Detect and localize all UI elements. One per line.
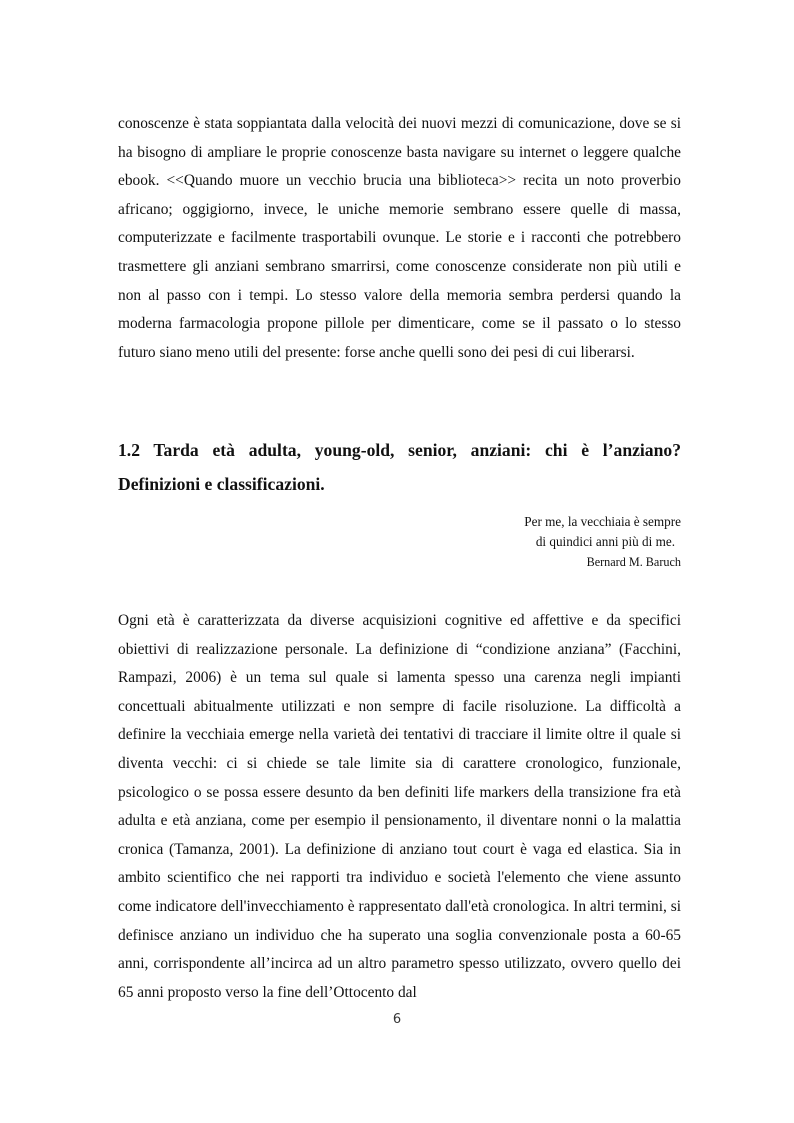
epigraph-quote <box>381 512 681 572</box>
section-heading: 1.2 Tarda età adulta, young-old, senior, anziani: chi è l’anziano? Definizioni e classificazioni. <box>118 440 681 494</box>
epigraph-line-1: Per me, la vecchiaia è sempre <box>524 514 681 529</box>
epigraph-author: Bernard M. Baruch <box>586 555 681 569</box>
body-paragraph-definitions: Ogni età è caratterizzata da diverse acquisizioni cognitive ed affettive e da specifici obiettivi di realizzazione personale. La definizione di “condizione anziana” (Facchini, Rampazi, 2006) è un tema sul quale si lamenta spesso una carenza negli impianti concettuali abitualmente utilizzati e non sempre di facile risoluzione. La difficoltà a definire la vecchiaia emerge nella varietà dei tentativi di tracciare il limite oltre il quale si diventa vecchi: ci si chiede se tale limite sia di carattere cronologico, funzionale, psicologico o se possa essere desunto da ben definiti life markers della transizione fra età adulta e età anziana, come per esempio il pensionamento, il diventare nonni o la malattia cronica (Tamanza, 2001). La definizione di anziano tout court è vaga ed elastica. Sia in ambito scientifico che nei rapporti tra individuo e società l'elemento che viene assunto come indicatore dell'invecchiamento è rappresentato dall'età cronologica. In altri termini, si definisce anziano un individuo che ha superato una soglia convenzionale posta a 60-65 anni, corrispondente all’incirca ad un altro parametro spesso utilizzato, ovvero quello dei 65 anni proposto verso la fine dell’Ottocento dal <box>118 612 681 1001</box>
epigraph-line-2: di quindici anni più di me. <box>535 534 675 549</box>
page-number: 6 <box>392 1012 402 1027</box>
body-paragraph-intro: conoscenze è stata soppiantata dalla velocità dei nuovi mezzi di comunicazione, dove se si ha bisogno di ampliare le proprie conoscenze basta navigare su internet o leggere qualche ebook. <<Quando muore un vecchio brucia una biblioteca>> recita un noto proverbio africano; oggigiorno, invece, le uniche memorie sembrano essere quelle di massa, computerizzate e facilmente trasportabili ovunque. Le storie e i racconti che potrebbero trasmettere gli anziani sembrano smarrirsi, come conoscenze considerate non più utili e non al passo con i tempi. Lo stesso valore della memoria sembra perdersi quando la moderna farmacologia propone pillole per dimenticare, come se il passato o lo stesso futuro siano meno utili del presente: forse anche quelli sono dei pesi di cui liberarsi. <box>118 115 681 361</box>
